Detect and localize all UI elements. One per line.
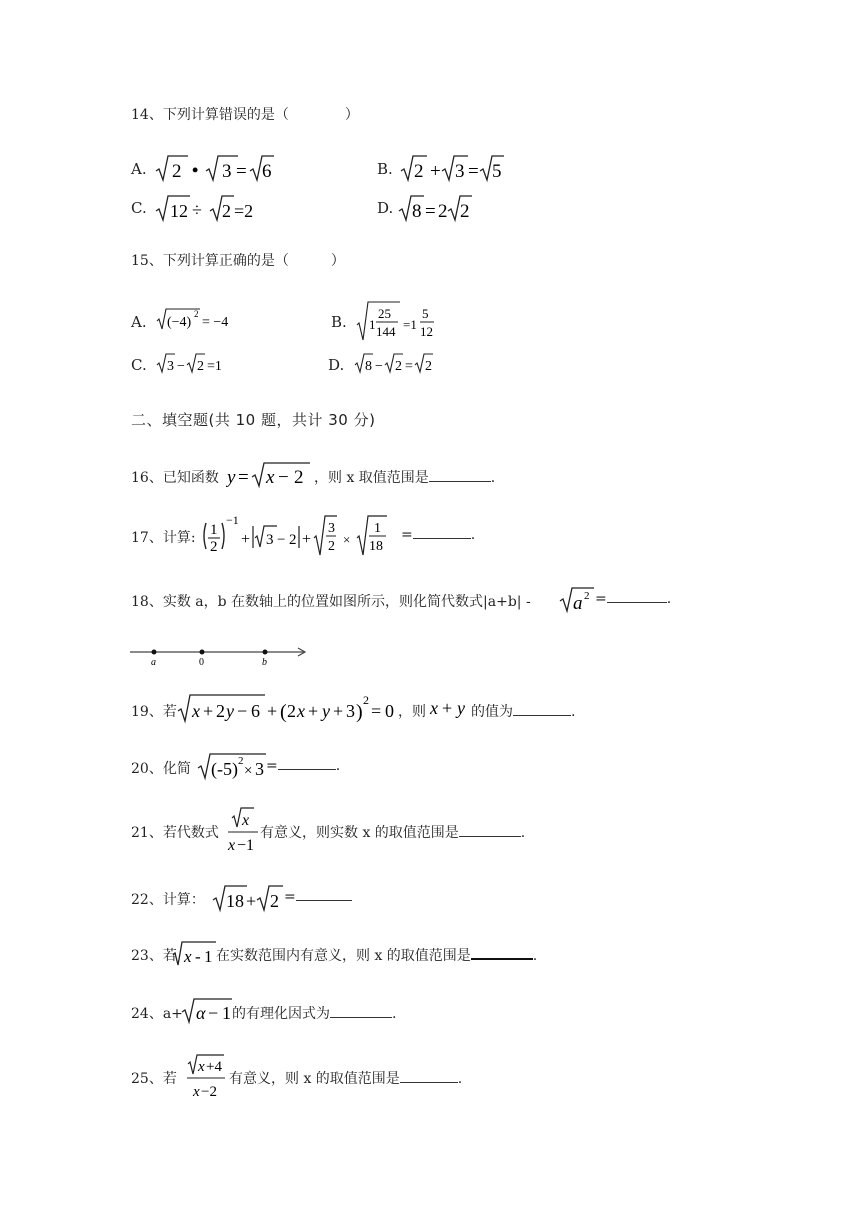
svg-text:3: 3 (455, 161, 465, 182)
svg-text:x: x (430, 698, 438, 718)
svg-text:2: 2 (395, 359, 402, 374)
svg-text:−1: −1 (226, 513, 239, 527)
svg-text:2: 2 (294, 467, 304, 488)
q19-xy (429, 694, 473, 720)
svg-text:1: 1 (374, 521, 381, 536)
svg-text:=: = (468, 161, 479, 182)
svg-text:5: 5 (422, 306, 429, 321)
q14-option-b-formula (400, 152, 505, 184)
q18-pre: 18、实数 a，b 在数轴上的位置如图所示，则化简代数式|a+b| - (131, 594, 531, 610)
svg-text:(−4): (−4) (167, 315, 192, 330)
q23-post: 在实数范围内有意义，则 x 的取值范围是 . (216, 948, 538, 964)
answer-blank-19[interactable] (513, 715, 571, 716)
svg-text:x: x (184, 947, 192, 966)
q22-pre: 22、计算： (131, 892, 205, 908)
q14-option-a-label: A. (131, 160, 147, 178)
svg-text:+: + (241, 531, 251, 548)
svg-text:3: 3 (346, 701, 355, 721)
svg-text:y: y (457, 698, 465, 718)
answer-blank-22[interactable] (296, 900, 352, 901)
q23-formula (172, 938, 218, 968)
svg-text:×: × (343, 532, 351, 547)
q14-option-a-formula (154, 152, 274, 184)
svg-text:+: + (430, 161, 441, 182)
q18-post: = . (595, 591, 672, 607)
svg-text:-: - (195, 947, 201, 966)
q19-formula (176, 691, 398, 725)
svg-text:2: 2 (172, 161, 182, 182)
label-zero: 0 (199, 657, 204, 668)
q24-formula (180, 995, 234, 1025)
svg-text:2: 2 (238, 755, 244, 767)
svg-text:+: + (333, 701, 344, 721)
svg-text:+4: +4 (206, 1059, 222, 1075)
svg-text:(: ( (280, 701, 287, 723)
q21-pre: 21、若代数式 (131, 825, 219, 841)
svg-text:12: 12 (420, 324, 433, 339)
svg-text:3: 3 (167, 359, 174, 374)
svg-text:+: + (203, 701, 214, 721)
answer-blank-17[interactable] (413, 538, 471, 539)
svg-text:+: + (308, 701, 319, 721)
label-a: a (151, 657, 156, 668)
svg-text:2: 2 (460, 201, 470, 222)
answer-blank-20[interactable] (278, 769, 336, 770)
svg-text:+: + (246, 891, 257, 911)
svg-text:×: × (244, 763, 253, 779)
svg-text:1: 1 (222, 1003, 231, 1023)
svg-text:+: + (302, 531, 312, 548)
q15-option-c-formula (156, 352, 236, 376)
q14-option-b-label: B. (377, 160, 393, 178)
svg-text:2: 2 (210, 539, 218, 555)
svg-text:x: x (228, 837, 236, 854)
q22-post: = (284, 889, 352, 905)
answer-blank-21[interactable] (459, 836, 521, 837)
q15-option-a-formula (156, 306, 246, 332)
svg-text:=: = (405, 359, 413, 374)
q19-mid: ，则 (398, 704, 426, 720)
section-title: 二、填空题(共 10 题，共计 30 分) (131, 411, 376, 429)
svg-text:=2: =2 (234, 201, 254, 221)
answer-blank-24[interactable] (330, 1017, 392, 1018)
svg-text:8: 8 (365, 359, 372, 374)
svg-text:2: 2 (216, 701, 225, 721)
q16-pre: 16、已知函数 (131, 470, 219, 486)
q19-pre: 19、若 (131, 704, 177, 720)
q18-formula (558, 584, 596, 614)
svg-text:=: = (236, 161, 247, 182)
svg-text:3: 3 (266, 532, 274, 548)
svg-text:2: 2 (363, 693, 369, 707)
q15-option-b-label: B. (331, 313, 347, 331)
q25-pre: 25、若 (131, 1071, 177, 1087)
svg-text:−: − (375, 359, 383, 374)
svg-text:2: 2 (222, 201, 231, 221)
q24-pre: 24、a+ (131, 1006, 183, 1022)
q16-formula (226, 460, 312, 490)
q22-formula (211, 882, 287, 914)
q17-formula (201, 512, 401, 556)
svg-text:+: + (442, 698, 453, 718)
q14-stem: 14、下列计算错误的是（ ） (131, 107, 359, 123)
q15-option-c-label: C. (131, 356, 147, 374)
svg-text:x: x (266, 467, 275, 488)
q15-stem: 15、下列计算正确的是（ ） (131, 253, 345, 269)
label-b: b (262, 657, 267, 668)
point-a (152, 650, 157, 655)
answer-blank-23[interactable] (471, 958, 533, 960)
svg-text:2: 2 (289, 532, 297, 548)
svg-text:=1: =1 (207, 359, 222, 374)
svg-text:−: − (277, 532, 286, 548)
svg-text:y: y (226, 701, 234, 721)
svg-text:1: 1 (369, 317, 376, 332)
svg-text:=: = (425, 201, 436, 222)
svg-text:y: y (227, 467, 236, 488)
q17-post: = . (401, 527, 476, 543)
answer-blank-18[interactable] (607, 602, 667, 603)
q25-formula (184, 1052, 228, 1102)
svg-text:6: 6 (251, 701, 260, 721)
svg-text:1: 1 (210, 522, 218, 538)
svg-text:(-5): (-5) (211, 759, 238, 779)
svg-text:12: 12 (170, 201, 188, 221)
svg-text:2: 2 (414, 161, 424, 182)
svg-text:2: 2 (194, 309, 199, 319)
q14-option-d-formula (398, 192, 478, 224)
svg-text:÷: ÷ (192, 200, 202, 220)
svg-text:•: • (192, 160, 199, 180)
svg-text:1: 1 (204, 947, 213, 966)
q24-post: 的有理化因式为 . (232, 1006, 397, 1022)
point-b (263, 650, 268, 655)
svg-text:x: x (192, 701, 200, 721)
q19-post: 的值为 . (471, 704, 576, 720)
svg-text:5: 5 (492, 161, 502, 182)
svg-text:6: 6 (262, 161, 272, 182)
q14-option-c-label: C. (131, 199, 147, 217)
q15-option-b-formula (356, 300, 446, 342)
svg-text:): ) (356, 701, 363, 723)
svg-text:2: 2 (438, 201, 448, 222)
svg-text:0: 0 (385, 701, 394, 721)
svg-text:3: 3 (222, 161, 232, 182)
svg-text:−1: −1 (237, 837, 255, 854)
svg-text:8: 8 (412, 201, 422, 222)
svg-text:−: − (237, 701, 248, 721)
q21-post: 有意义，则实数 x 的取值范围是 . (260, 825, 526, 841)
q25-post: 有意义，则 x 的取值范围是 . (229, 1071, 463, 1087)
svg-text:18: 18 (226, 891, 244, 911)
q21-formula (226, 805, 260, 855)
svg-text:3: 3 (328, 521, 335, 536)
svg-text:25: 25 (378, 306, 391, 321)
number-line (128, 642, 312, 668)
svg-text:α: α (196, 1003, 206, 1023)
svg-text:x: x (242, 812, 250, 829)
q14-option-c-formula (154, 192, 274, 224)
svg-text:y: y (322, 701, 330, 721)
svg-text:−: − (177, 359, 185, 374)
svg-text:=1: =1 (403, 317, 417, 332)
q15-option-d-label: D. (328, 356, 345, 374)
svg-text:2: 2 (425, 359, 432, 374)
svg-text:144: 144 (376, 324, 396, 339)
svg-text:x: x (193, 1084, 200, 1100)
answer-blank-16[interactable] (429, 481, 491, 482)
q14-option-d-label: D. (377, 199, 394, 217)
svg-text:−: − (278, 467, 289, 488)
q16-post: ，则 x 取值范围是 . (314, 470, 496, 486)
q17-pre: 17、计算: (131, 530, 196, 546)
svg-text:=: = (238, 467, 249, 488)
svg-text:2: 2 (270, 891, 279, 911)
svg-text:x: x (198, 1059, 205, 1075)
svg-text:+: + (267, 701, 278, 721)
point-zero (200, 650, 205, 655)
q15-option-a-label: A. (131, 313, 147, 331)
svg-text:2: 2 (584, 590, 590, 602)
q20-post: = . (266, 758, 341, 774)
svg-text:−: − (208, 1003, 219, 1023)
svg-text:a: a (573, 593, 583, 614)
svg-text:2: 2 (287, 701, 296, 721)
svg-text:=: = (371, 701, 382, 721)
q15-option-d-formula (354, 352, 439, 376)
svg-text:2: 2 (328, 539, 335, 554)
svg-text:18: 18 (369, 539, 383, 554)
svg-text:2: 2 (197, 359, 204, 374)
q23-pre: 23、若 (131, 948, 177, 964)
svg-text:3: 3 (255, 759, 264, 779)
q20-formula (196, 750, 268, 782)
svg-text:= −4: = −4 (202, 315, 229, 330)
answer-blank-25[interactable] (400, 1082, 458, 1083)
svg-text:x: x (297, 701, 305, 721)
svg-text:−2: −2 (201, 1084, 217, 1100)
q20-pre: 20、化简 (131, 761, 191, 777)
